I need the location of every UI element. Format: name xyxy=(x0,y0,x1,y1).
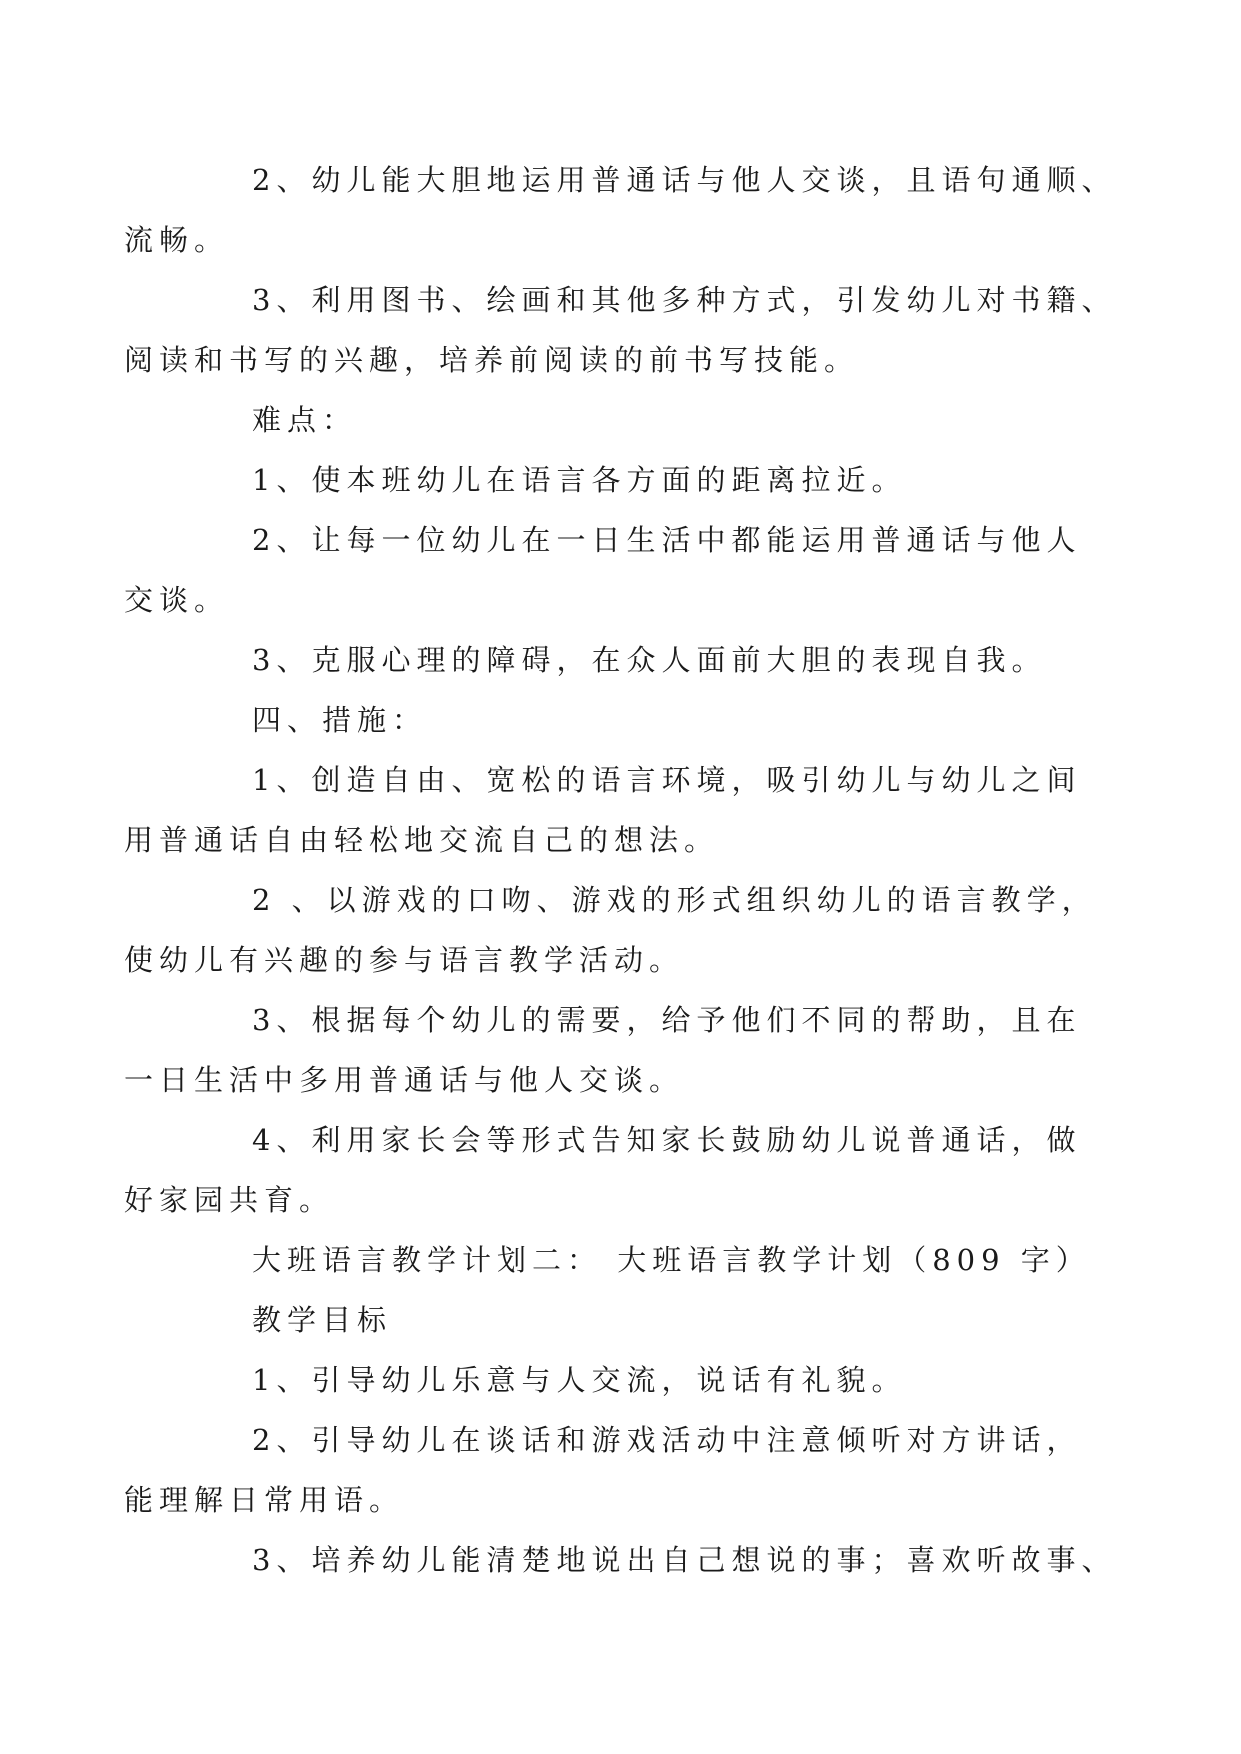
text-line: 大班语言教学计划二： 大班语言教学计划（809 字） xyxy=(252,1243,1091,1277)
paragraph xyxy=(188,1530,1117,1590)
text-line: 使幼儿有兴趣的参与语言教学活动。 xyxy=(124,943,685,977)
section-heading xyxy=(188,1290,1068,1350)
text-line: 一日生活中多用普通话与他人交谈。 xyxy=(124,1063,685,1097)
text-line: 阅读和书写的兴趣，培养前阅读的前书写技能。 xyxy=(124,343,860,377)
text-line: 流畅。 xyxy=(124,223,230,257)
text-line: 交谈。 xyxy=(124,583,230,617)
text-line: 2、幼儿能大胆地运用普通话与他人交谈，且语句通顺、 xyxy=(252,163,1117,197)
text-line: 能理解日常用语。 xyxy=(124,1483,405,1517)
text-line: 3、根据每个幼儿的需要，给予他们不同的帮助，且在 xyxy=(252,1003,1082,1037)
paragraph xyxy=(188,630,1068,690)
paragraph xyxy=(124,750,1082,870)
paragraph xyxy=(188,390,1068,450)
text-line: 教学目标 xyxy=(252,1303,393,1337)
paragraph xyxy=(124,1110,1082,1230)
document-body xyxy=(124,150,1117,1590)
paragraph xyxy=(124,990,1082,1110)
text-line: 2、让每一位幼儿在一日生活中都能运用普通话与他人 xyxy=(252,523,1082,557)
paragraph xyxy=(124,270,1117,390)
text-line: 3、利用图书、绘画和其他多种方式，引发幼儿对书籍、 xyxy=(252,283,1117,317)
paragraph xyxy=(188,1350,1068,1410)
text-line: 3、培养幼儿能清楚地说出自己想说的事；喜欢听故事、 xyxy=(252,1543,1117,1577)
text-line: 1、创造自由、宽松的语言环境，吸引幼儿与幼儿之间 xyxy=(252,763,1082,797)
section-heading xyxy=(188,1230,1091,1290)
text-line: 难点： xyxy=(252,403,358,437)
paragraph xyxy=(124,510,1082,630)
text-line: 2、引导幼儿在谈话和游戏活动中注意倾听对方讲话， xyxy=(252,1423,1082,1457)
paragraph xyxy=(188,450,1068,510)
text-line: 1、引导幼儿乐意与人交流，说话有礼貌。 xyxy=(252,1363,907,1397)
text-line: 1、使本班幼儿在语言各方面的距离拉近。 xyxy=(252,463,907,497)
paragraph xyxy=(124,150,1117,270)
text-line: 2 、以游戏的口吻、游戏的形式组织幼儿的语言教学， xyxy=(252,883,1097,917)
text-line: 4、利用家长会等形式告知家长鼓励幼儿说普通话，做 xyxy=(252,1123,1082,1157)
text-line: 四、措施： xyxy=(252,703,428,737)
paragraph xyxy=(124,1410,1082,1530)
text-line: 3、克服心理的障碍，在众人面前大胆的表现自我。 xyxy=(252,643,1047,677)
paragraph xyxy=(188,690,1068,750)
text-line: 用普通话自由轻松地交流自己的想法。 xyxy=(124,823,720,857)
paragraph xyxy=(124,870,1097,990)
text-line: 好家园共育。 xyxy=(124,1183,335,1217)
